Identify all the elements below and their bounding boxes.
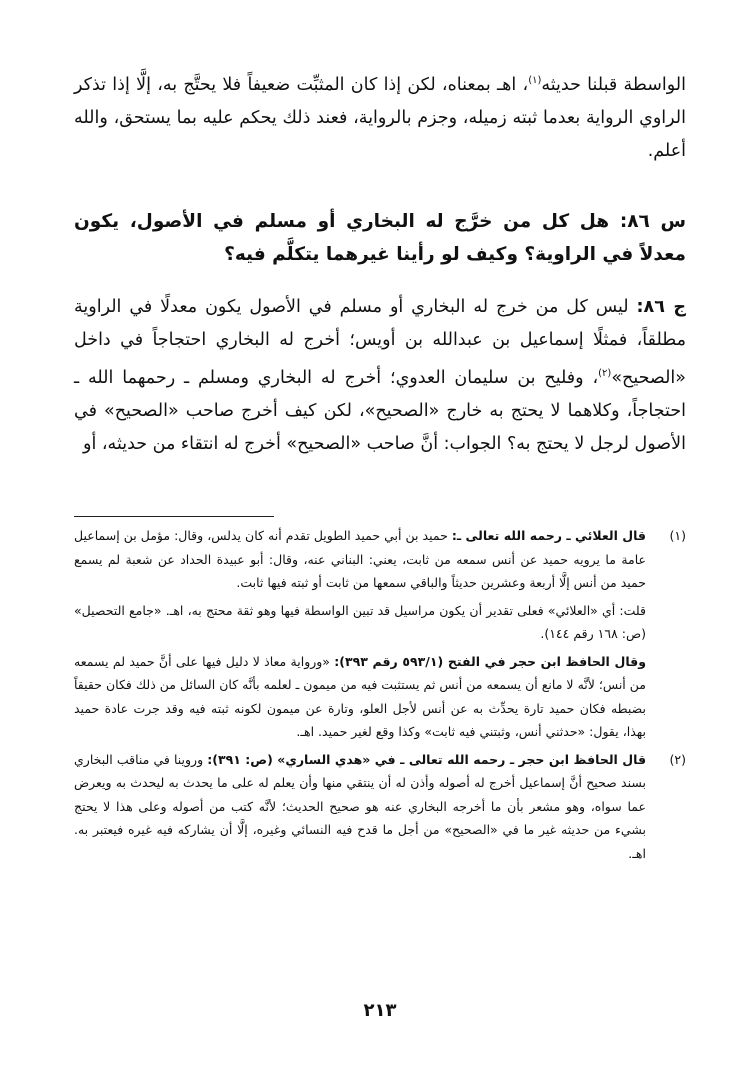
question-text: هل كل من خرَّج له البخاري أو مسلم في الأصول، يكون معدلاً في الراوية؟ وكيف لو رأينا غيرهما يتكلَّم فيه؟ bbox=[74, 211, 686, 265]
footnotes bbox=[74, 524, 686, 869]
question-86 bbox=[74, 205, 686, 271]
footnote-number: (٢) bbox=[669, 751, 686, 767]
answer-label: ج ٨٦: bbox=[636, 297, 686, 317]
intro-text-rest: ، اهـ بمعناه، لكن إذا كان المثبِّت ضعيفاً فلا يحتَّج به، إلَّا إذا تذكر الراوي الرواية بعدما ثبته زميله، وجزم بالرواية، فعند ذلك يحكم عليه بما يستحق، والله أعلم. bbox=[74, 74, 686, 161]
footnote-text: حميد بن أبي حميد الطويل تقدم أنه كان يدلس، وقال: مؤمل بن إسماعيل عامة ما يرويه حميد عن أنس سمعه من ثابت، يعني: البناني عنه، وقال: أبو عبيدة الحداد عن شعبة لم يسمع حميد من أنس إلَّا أربعة وعشرين حديثاً والباقي سمعها من ثابت أو ثبته فيها ثابت. bbox=[74, 528, 646, 590]
footnote-text: «ورواية معاذ لا دليل فيها على أنَّ حميد لم يسمعه من أنس؛ لأنَّه لا مانع أن يسمعه من أنس ثم يستثبت فيه من ميمون ـ لعلمه بأنَّه كان السائل من ذلك فكان حقيقاً بضبطه فكان حميد تارة يحدِّث به عن أنس لأجل العلو، وتارة عن ميمون لكونه ثبته فيه وقد جرت عادة حميد بهذا، يقول: «حدثني أنس، وثبتني فيه ثابت» وكذا وقع لغير حميد. اهـ. bbox=[74, 653, 646, 739]
book-page bbox=[74, 0, 686, 1092]
footnote-source: وقال الحافظ ابن حجر في الفتح (٥٩٣/١ رقم ٣٩٣): bbox=[334, 653, 646, 669]
footnote-separator bbox=[74, 516, 274, 517]
question-label: س ٨٦: bbox=[619, 211, 686, 232]
intro-text: الواسطة قبلنا حديثه bbox=[541, 74, 686, 95]
footnote-source: قال العلائي ـ رحمه الله تعالى ـ: bbox=[451, 528, 646, 543]
footnote-text: قلت: أي «العلائي» فعلى تقدير أن يكون مراسيل قد تبين الواسطة فيها وهو ثقة محتج به، اهـ. «جامع التحصيل» (ص: ١٦٨ رقم ١٤٤). bbox=[74, 602, 646, 641]
footnote-1 bbox=[74, 524, 686, 744]
footnote-number: (١) bbox=[669, 528, 686, 543]
footnote-block bbox=[74, 599, 646, 646]
footnote-block bbox=[74, 650, 646, 744]
footnote-block bbox=[74, 524, 646, 595]
footnote-2 bbox=[74, 748, 686, 866]
answer-86 bbox=[74, 291, 686, 461]
page-number: ٢١٣ bbox=[363, 1000, 397, 1021]
footnote-source: قال الحافظ ابن حجر ـ رحمه الله تعالى ـ في «هدي الساري» (ص: ٣٩١): bbox=[207, 751, 647, 767]
footnote-ref-1[interactable]: (١) bbox=[528, 75, 542, 86]
footnote-text: وروينا في مناقب البخاري بسند صحيح أنَّ إسماعيل أخرج له أصوله وأذن له أن ينتقي منها وأن يعلم له على ما يحدث به ليحدث به ويعرض عما سواه، وهو مشعر بأن ما أخرجه البخاري عنه هو صحيح الحديث؛ لأنَّه كتب من أصوله وعلى هذا لا يحتج بشيء من حديثه غير ما في «الصحيح» من أجل ما قدح فيه النسائي وغيره، إلَّا أن يشاركه فيه غيره فيعتبر به. اهـ. bbox=[74, 751, 646, 861]
answer-text-1: ليس كل من خرج له البخاري أو مسلم في الأصول يكون معدلًا في الراوية مطلقاً، فمثلًا إسماعيل بن عبدالله بن أويس؛ أخرج له البخاري احتجاجاً في داخل «الصحيح» bbox=[74, 297, 686, 388]
intro-paragraph bbox=[74, 64, 686, 168]
footnote-block bbox=[74, 748, 646, 866]
footnote-ref-2[interactable]: (٢) bbox=[598, 368, 612, 379]
answer-text-2: ، وفليح بن سليمان العدوي؛ أخرج له البخاري ومسلم ـ رحمهما الله ـ احتجاجاً، وكلاهما لا يحتج به خارج «الصحيح»، لكن كيف أخرج صاحب «الصحيح» في الأصول لرجل لا يحتج به؟ الجواب: أنَّ صاحب «الصحيح» أخرج له انتقاء من حديثه، أو bbox=[74, 367, 686, 454]
